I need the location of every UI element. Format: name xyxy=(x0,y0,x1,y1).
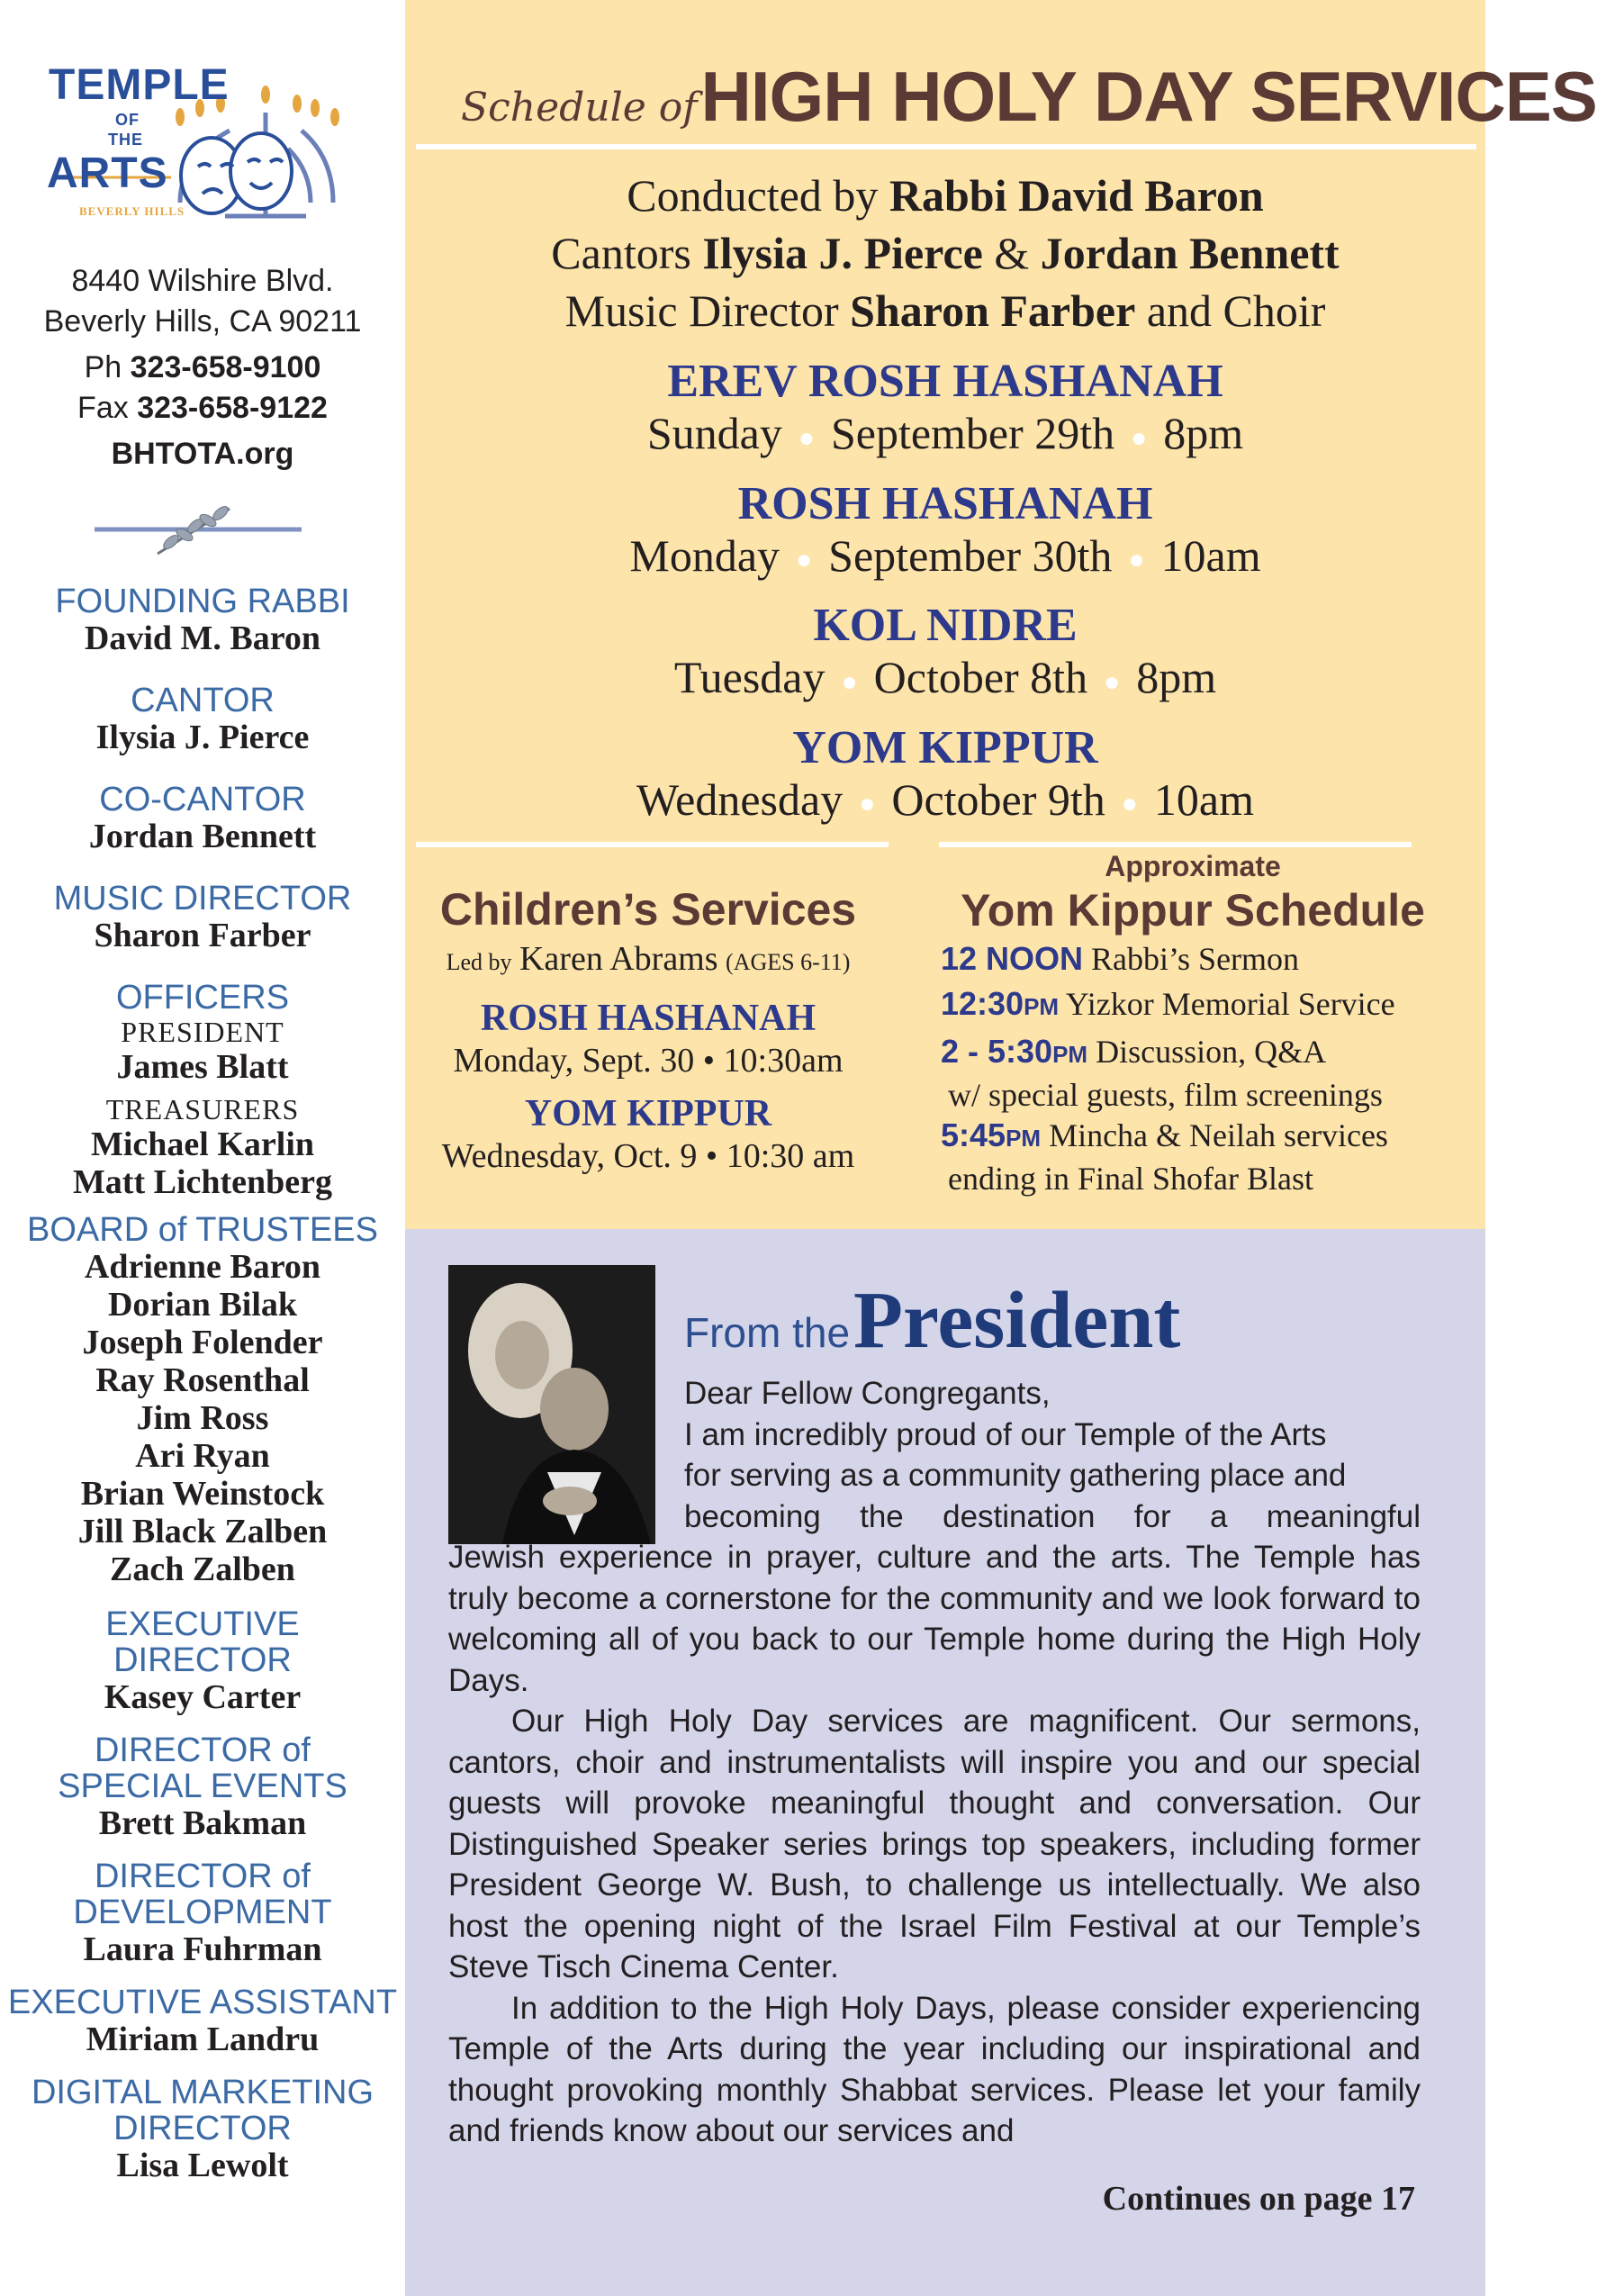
address-line-1: 8440 Wilshire Blvd. xyxy=(71,264,334,298)
president-title-prefix: From the xyxy=(684,1309,851,1356)
bullet-icon: ● xyxy=(859,789,876,819)
yk-time-suffix: PM xyxy=(1006,1125,1042,1152)
yom-kippur-schedule xyxy=(941,848,1445,1197)
yk-item xyxy=(941,981,1445,1029)
name-digital: Lisa Lewolt xyxy=(116,2147,289,2184)
service-day: Tuesday xyxy=(673,652,826,703)
yk-time xyxy=(941,985,1059,1022)
president-letter-body xyxy=(448,1373,1421,2152)
service-day: Wednesday xyxy=(636,773,844,825)
service-name: EREV ROSH HASHANAH xyxy=(667,356,1223,407)
schedule-title xyxy=(461,56,1597,138)
role-development-line2: DEVELOPMENT xyxy=(73,1894,332,1931)
childrens-service-name: YOM KIPPUR xyxy=(524,1093,772,1134)
yk-desc: Discussion, Q&A xyxy=(1096,1034,1327,1070)
childrens-services xyxy=(405,882,891,1176)
service-date: October 9th xyxy=(891,773,1105,825)
yk-time-value: 12 NOON xyxy=(941,940,1084,977)
cantor-name: Ilysia J. Pierce xyxy=(702,228,983,278)
letter-paragraph: In addition to the High Holy Days, please consider experiencing Temple of the Arts during the year including our inspirational and thought provoking monthly Shabbat services. Please let your family and friends know about our services and xyxy=(448,1990,1421,2148)
yk-item xyxy=(941,1113,1445,1161)
president-title-main: President xyxy=(853,1276,1181,1365)
role-exec-assistant: EXECUTIVE ASSISTANT xyxy=(7,1984,398,2021)
bullet-icon: ● xyxy=(796,545,813,575)
yk-item xyxy=(941,936,1445,981)
yk-time-value: 5:45 xyxy=(941,1116,1006,1153)
role-cantor: CANTOR xyxy=(131,682,275,719)
schedule-title-main: HIGH HOLY DAY SERVICES xyxy=(700,57,1597,136)
name-special-events: Brett Bakman xyxy=(98,1804,307,1842)
choir-label: and Choir xyxy=(1146,285,1326,336)
music-director-label: Music Director xyxy=(564,285,839,336)
officiant-rabbi-line xyxy=(405,167,1485,224)
service-time xyxy=(405,652,1485,708)
role-cocantor: CO-CANTOR xyxy=(99,781,306,818)
role-officers: OFFICERS xyxy=(115,979,290,1017)
childrens-leader-line xyxy=(405,936,891,985)
service-time xyxy=(405,530,1485,586)
yk-time-suffix: PM xyxy=(1024,993,1060,1020)
service-hour: 8pm xyxy=(1136,652,1217,703)
name-president: James Blatt xyxy=(116,1048,289,1086)
schedule-title-prefix: Schedule of xyxy=(461,85,698,131)
rabbi-name: Rabbi David Baron xyxy=(889,170,1264,221)
bullet-icon: ● xyxy=(798,422,815,453)
continues-on-page-link[interactable]: Continues on page 17 xyxy=(1102,2180,1415,2218)
childrens-service-name: ROSH HASHANAH xyxy=(480,998,817,1039)
service-day: Sunday xyxy=(646,408,782,458)
role-music-director: MUSIC DIRECTOR xyxy=(53,880,352,917)
address-line-2: Beverly Hills, CA 90211 xyxy=(43,304,362,339)
childrens-services-title: Children’s Services xyxy=(439,884,857,935)
staff-directory xyxy=(0,583,405,2184)
name-board-member: Adrienne Baron xyxy=(84,1248,321,1286)
letter-paragraph: Jewish experience in prayer, culture and the arts. The Temple has truly become a cornerstone for the community and we look forward to welcoming all of you back to our Temple home during the High Holy Days. xyxy=(448,1540,1421,1698)
name-board-member: Dorian Bilak xyxy=(107,1286,298,1324)
phone-line xyxy=(0,348,405,388)
contact-block xyxy=(0,261,405,475)
role-board: BOARD of TRUSTEES xyxy=(27,1211,378,1249)
website-link[interactable]: BHTOTA.org xyxy=(111,437,294,471)
bullet-icon: ● xyxy=(841,666,858,697)
name-founding-rabbi: David M. Baron xyxy=(84,619,321,657)
service-name: KOL NIDRE xyxy=(813,600,1078,652)
service-name: YOM KIPPUR xyxy=(792,721,1098,773)
role-founding-rabbi: FOUNDING RABBI xyxy=(55,583,350,620)
childrens-service-time: Monday, Sept. 30 • 10:30am xyxy=(453,1042,844,1080)
service-date: October 8th xyxy=(873,652,1088,703)
divider xyxy=(416,144,1476,149)
yk-item xyxy=(941,1029,1445,1077)
yk-desc-continued: ending in Final Shofar Blast xyxy=(948,1161,1313,1197)
yk-desc: Yizkor Memorial Service xyxy=(1065,986,1395,1022)
name-cocantor: Jordan Bennett xyxy=(88,818,317,855)
ages-label: (AGES 6-11) xyxy=(726,949,851,975)
service-name: ROSH HASHANAH xyxy=(737,477,1153,529)
role-digital-line2: DIRECTOR xyxy=(113,2110,292,2147)
yk-desc: Mincha & Neilah services xyxy=(1049,1117,1388,1153)
service-date: September 30th xyxy=(828,529,1113,581)
name-board-member: Ray Rosenthal xyxy=(95,1361,310,1399)
service-hour: 8pm xyxy=(1163,408,1244,458)
yk-time-value: 2 - 5:30 xyxy=(941,1033,1053,1070)
cantor-name: Jordan Bennett xyxy=(1040,228,1340,278)
name-board-member: Jim Ross xyxy=(136,1399,269,1437)
sidebar xyxy=(0,0,405,2296)
olive-branch-icon xyxy=(95,504,302,563)
service-day: Monday xyxy=(629,529,780,581)
letter-line: I am incredibly proud of our Temple of the Arts xyxy=(684,1416,1327,1452)
name-board-member: Zach Zalben xyxy=(110,1550,295,1588)
name-development: Laura Fuhrman xyxy=(83,1930,322,1968)
fax-label: Fax xyxy=(77,391,129,425)
bullet-icon: ● xyxy=(1121,789,1138,819)
logo-word-temple: TEMPLE xyxy=(49,61,230,109)
service-date: September 29th xyxy=(830,408,1115,458)
name-exec-director: Kasey Carter xyxy=(104,1678,302,1716)
fax-number: 323-658-9122 xyxy=(137,391,328,425)
role-development-line1: DIRECTOR of xyxy=(94,1858,311,1895)
name-board-member: Joseph Folender xyxy=(82,1324,323,1361)
conducted-by-label: Conducted by xyxy=(627,170,879,221)
logo-word-the: THE xyxy=(108,131,143,149)
bullet-icon: ● xyxy=(1128,545,1145,575)
service-time xyxy=(405,408,1485,464)
divider xyxy=(416,842,889,847)
yom-kippur-title: Yom Kippur Schedule xyxy=(961,885,1425,936)
officiant-cantors-line xyxy=(405,224,1485,282)
name-board-member: Ari Ryan xyxy=(135,1437,270,1475)
name-music-director: Sharon Farber xyxy=(94,917,311,954)
fax-line xyxy=(0,388,405,429)
leader-name: Karen Abrams xyxy=(519,940,718,978)
service-hour: 10am xyxy=(1160,529,1261,581)
yk-time xyxy=(941,1116,1041,1153)
president-letter-title xyxy=(684,1274,1180,1367)
phone-number: 323-658-9100 xyxy=(130,350,321,384)
olive-branch-divider xyxy=(95,504,302,563)
title-treasurers: TREASURERS xyxy=(105,1093,300,1125)
website-line xyxy=(0,434,405,475)
cantors-label: Cantors xyxy=(551,228,691,278)
president-letter-panel xyxy=(405,1229,1485,2296)
letter-paragraph: Our High Holy Day services are magnificent. Our sermons, cantors, choir and instrumentalists will inspire you and our special guests will provoke meaningful thought and conversation. Our Distinguished Speaker series brings top speakers, including former President George W. Bush, to challenge us intellectually. We also host the opening night of the Israel Film Festival at our Temple’s Steve Tisch Cinema Center. xyxy=(448,1704,1421,1984)
name-cantor: Ilysia J. Pierce xyxy=(95,719,310,756)
officiant-music-line xyxy=(405,282,1485,339)
role-special-events-line1: DIRECTOR of xyxy=(94,1731,311,1769)
music-director-name: Sharon Farber xyxy=(850,285,1136,336)
schedule-panel xyxy=(405,0,1597,1229)
role-exec-director-line1: EXECUTIVE xyxy=(105,1605,300,1643)
service-time xyxy=(405,774,1485,830)
bullet-icon: ● xyxy=(1131,422,1148,453)
yk-desc: Rabbi’s Sermon xyxy=(1091,941,1300,977)
service-hour: 10am xyxy=(1153,773,1254,825)
officiants-block xyxy=(405,167,1485,339)
name-treasurer: Michael Karlin xyxy=(90,1125,315,1163)
name-board-member: Brian Weinstock xyxy=(80,1475,325,1513)
service-list xyxy=(405,356,1485,844)
yk-desc-continued: w/ special guests, film screenings xyxy=(948,1077,1383,1113)
letter-salutation: Dear Fellow Congregants, xyxy=(684,1376,1051,1411)
title-president: PRESIDENT xyxy=(121,1016,284,1048)
divider xyxy=(939,842,1412,847)
name-board-member: Jill Black Zalben xyxy=(77,1513,328,1550)
yk-time xyxy=(941,940,1083,977)
logo-word-arts: ARTS xyxy=(47,149,168,197)
name-exec-assistant: Miriam Landru xyxy=(86,2020,320,2058)
role-special-events-line2: SPECIAL EVENTS xyxy=(58,1767,347,1805)
yk-time xyxy=(941,1033,1087,1070)
role-digital-line1: DIGITAL MARKETING xyxy=(31,2074,374,2111)
letter-line: becoming the destination for a meaningful xyxy=(684,1498,1421,1534)
logo-subtitle: BEVERLY HILLS xyxy=(79,204,185,218)
logo-word-of: OF xyxy=(115,111,140,129)
approximate-label: Approximate xyxy=(1105,850,1281,882)
childrens-service-time: Wednesday, Oct. 9 • 10:30 am xyxy=(441,1137,855,1175)
letter-line: for serving as a community gathering place and xyxy=(684,1458,1347,1493)
bullet-icon: ● xyxy=(1104,666,1121,697)
yk-time-suffix: PM xyxy=(1052,1041,1088,1068)
led-by-label: Led by xyxy=(446,949,512,975)
temple-logo xyxy=(45,59,378,239)
ampersand: & xyxy=(994,228,1030,278)
phone-label: Ph xyxy=(84,350,122,384)
name-treasurer: Matt Lichtenberg xyxy=(72,1163,333,1201)
role-exec-director-line2: DIRECTOR xyxy=(113,1641,292,1679)
yk-time-value: 12:30 xyxy=(941,985,1024,1022)
